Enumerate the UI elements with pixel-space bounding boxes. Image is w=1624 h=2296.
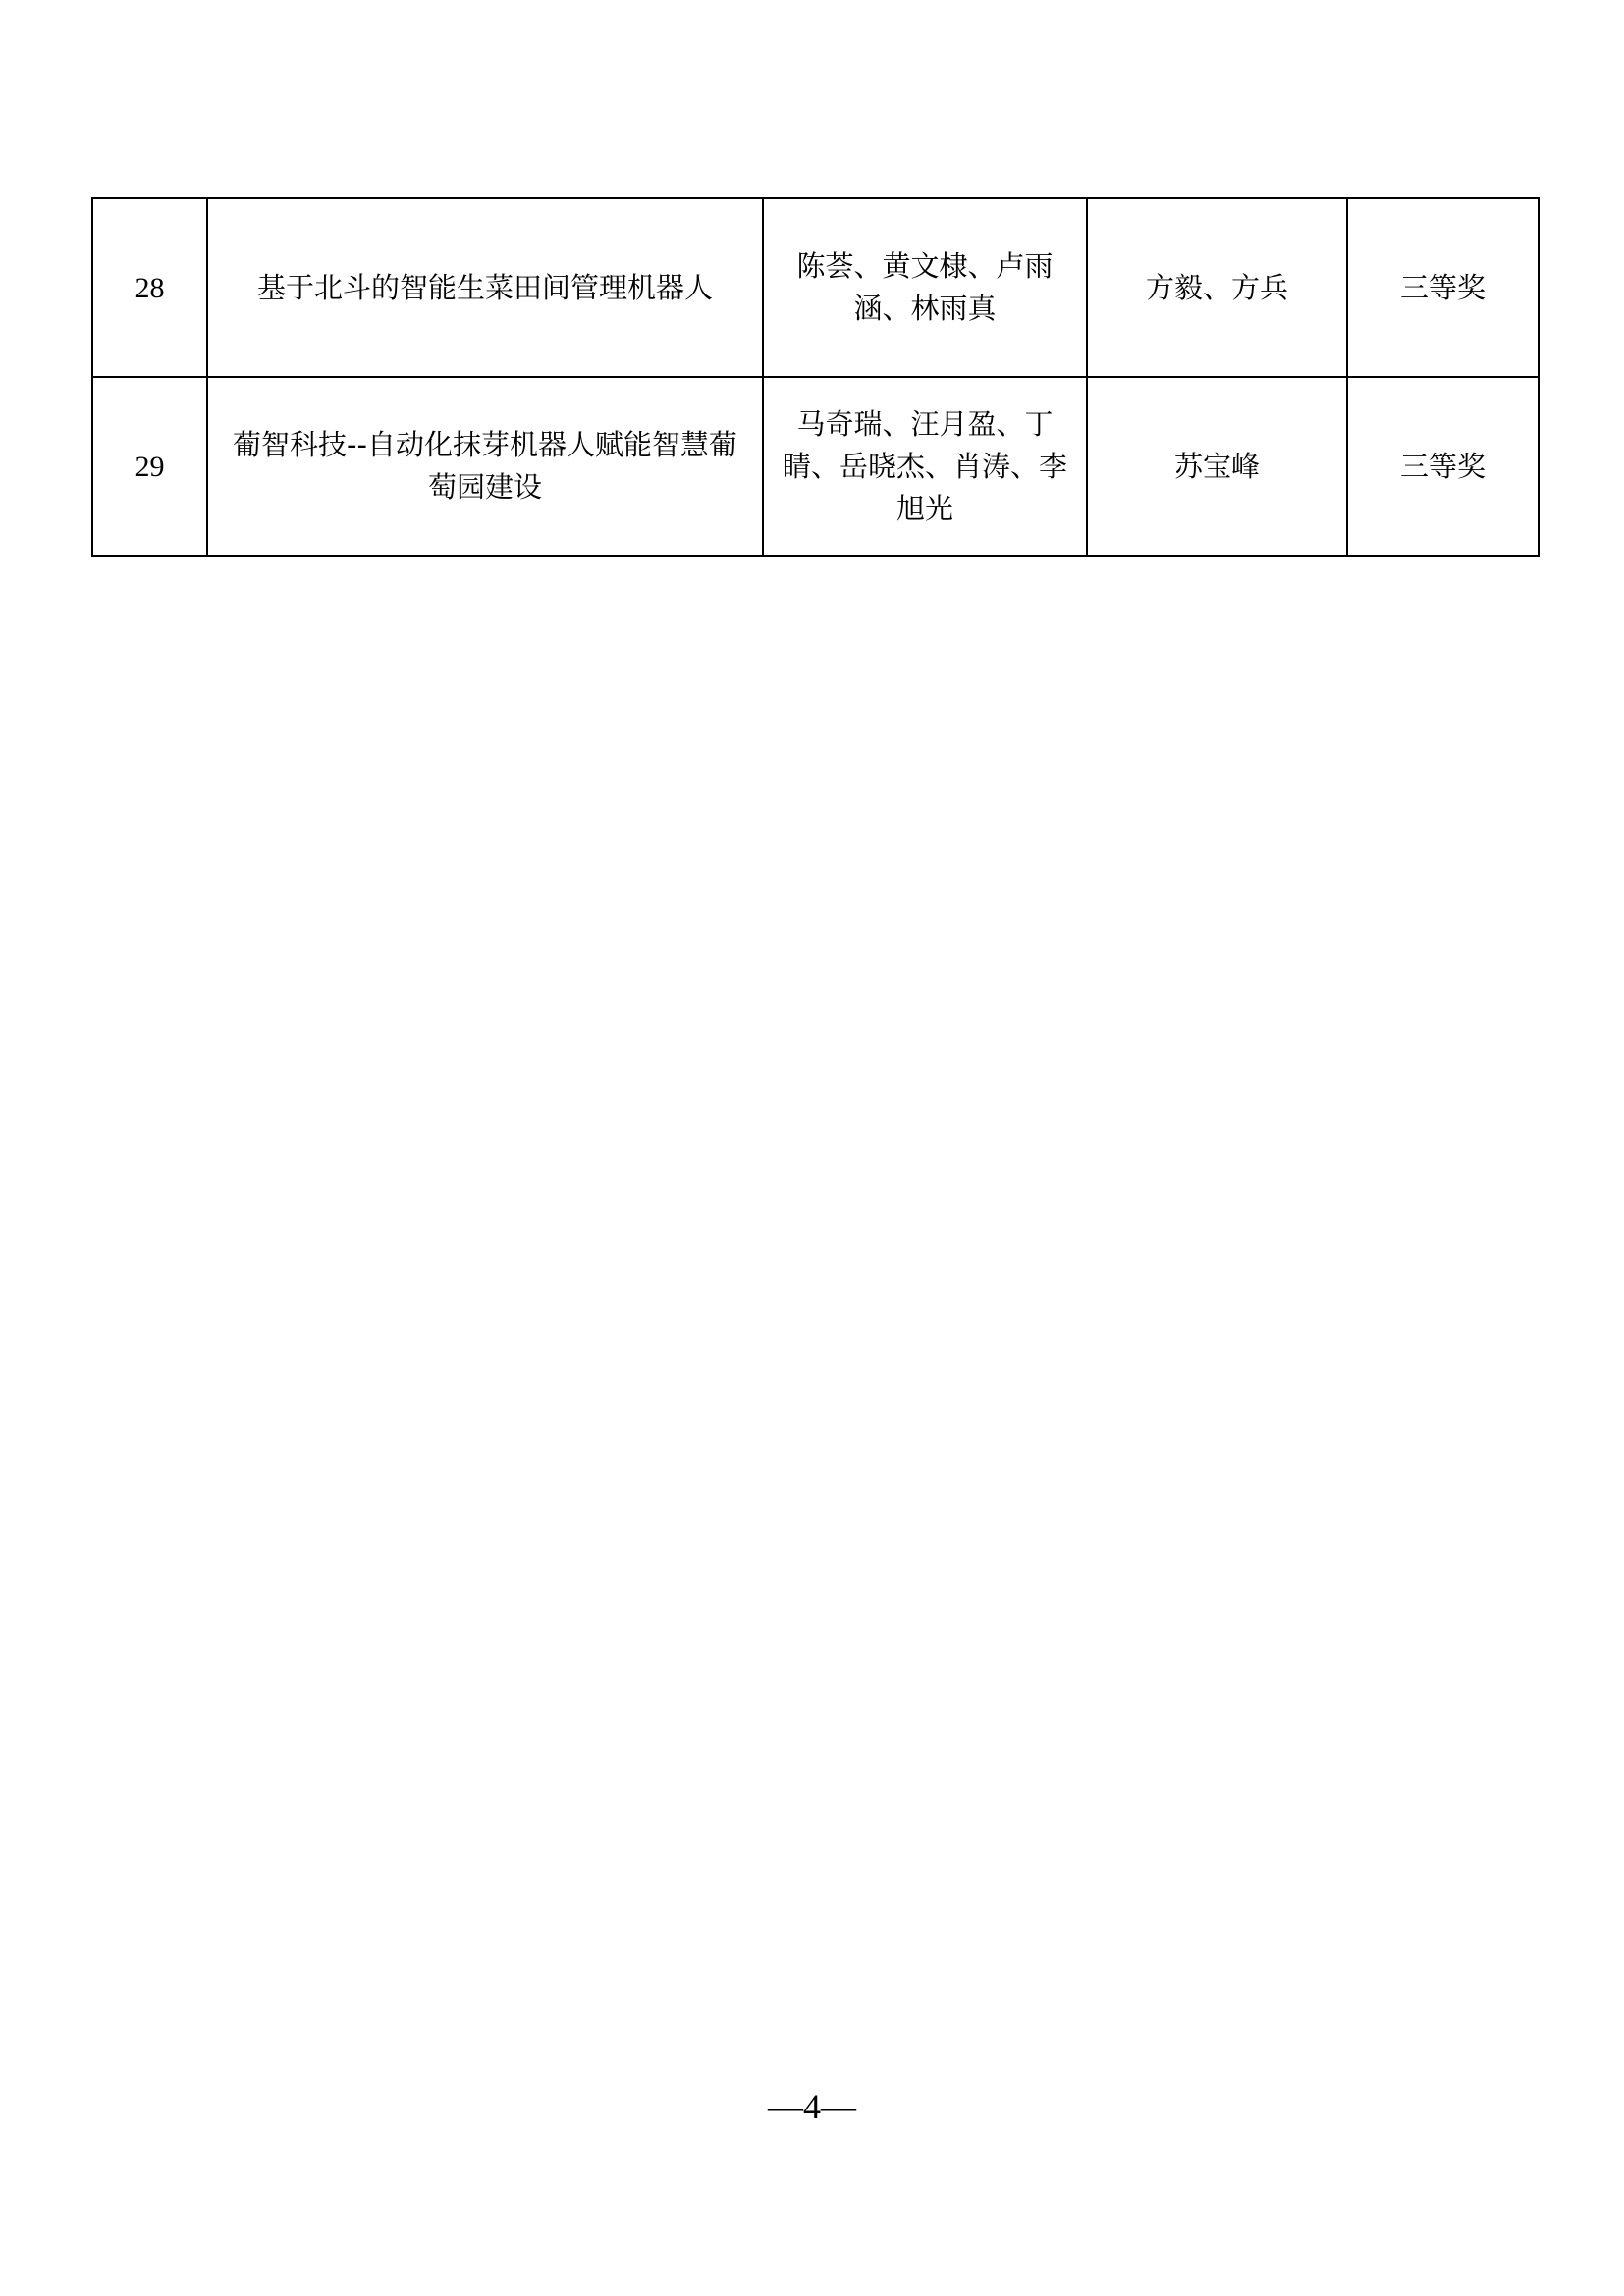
advisors: 苏宝峰	[1087, 377, 1347, 556]
advisors: 方毅、方兵	[1087, 198, 1347, 377]
award-table	[91, 197, 1540, 557]
award-level: 三等奖	[1347, 377, 1539, 556]
row-number: 29	[92, 377, 207, 556]
team-members: 马奇瑞、汪月盈、丁睛、岳晓杰、肖涛、李旭光	[763, 377, 1087, 556]
team-members: 陈荟、黄文棣、卢雨涵、林雨真	[763, 198, 1087, 377]
row-number: 28	[92, 198, 207, 377]
page-number: —4—	[768, 2087, 856, 2126]
table-row	[92, 377, 1539, 556]
project-name: 基于北斗的智能生菜田间管理机器人	[207, 198, 763, 377]
award-level: 三等奖	[1347, 198, 1539, 377]
project-name: 葡智科技--自动化抹芽机器人赋能智慧葡萄园建设	[207, 377, 763, 556]
table-row	[92, 198, 1539, 377]
